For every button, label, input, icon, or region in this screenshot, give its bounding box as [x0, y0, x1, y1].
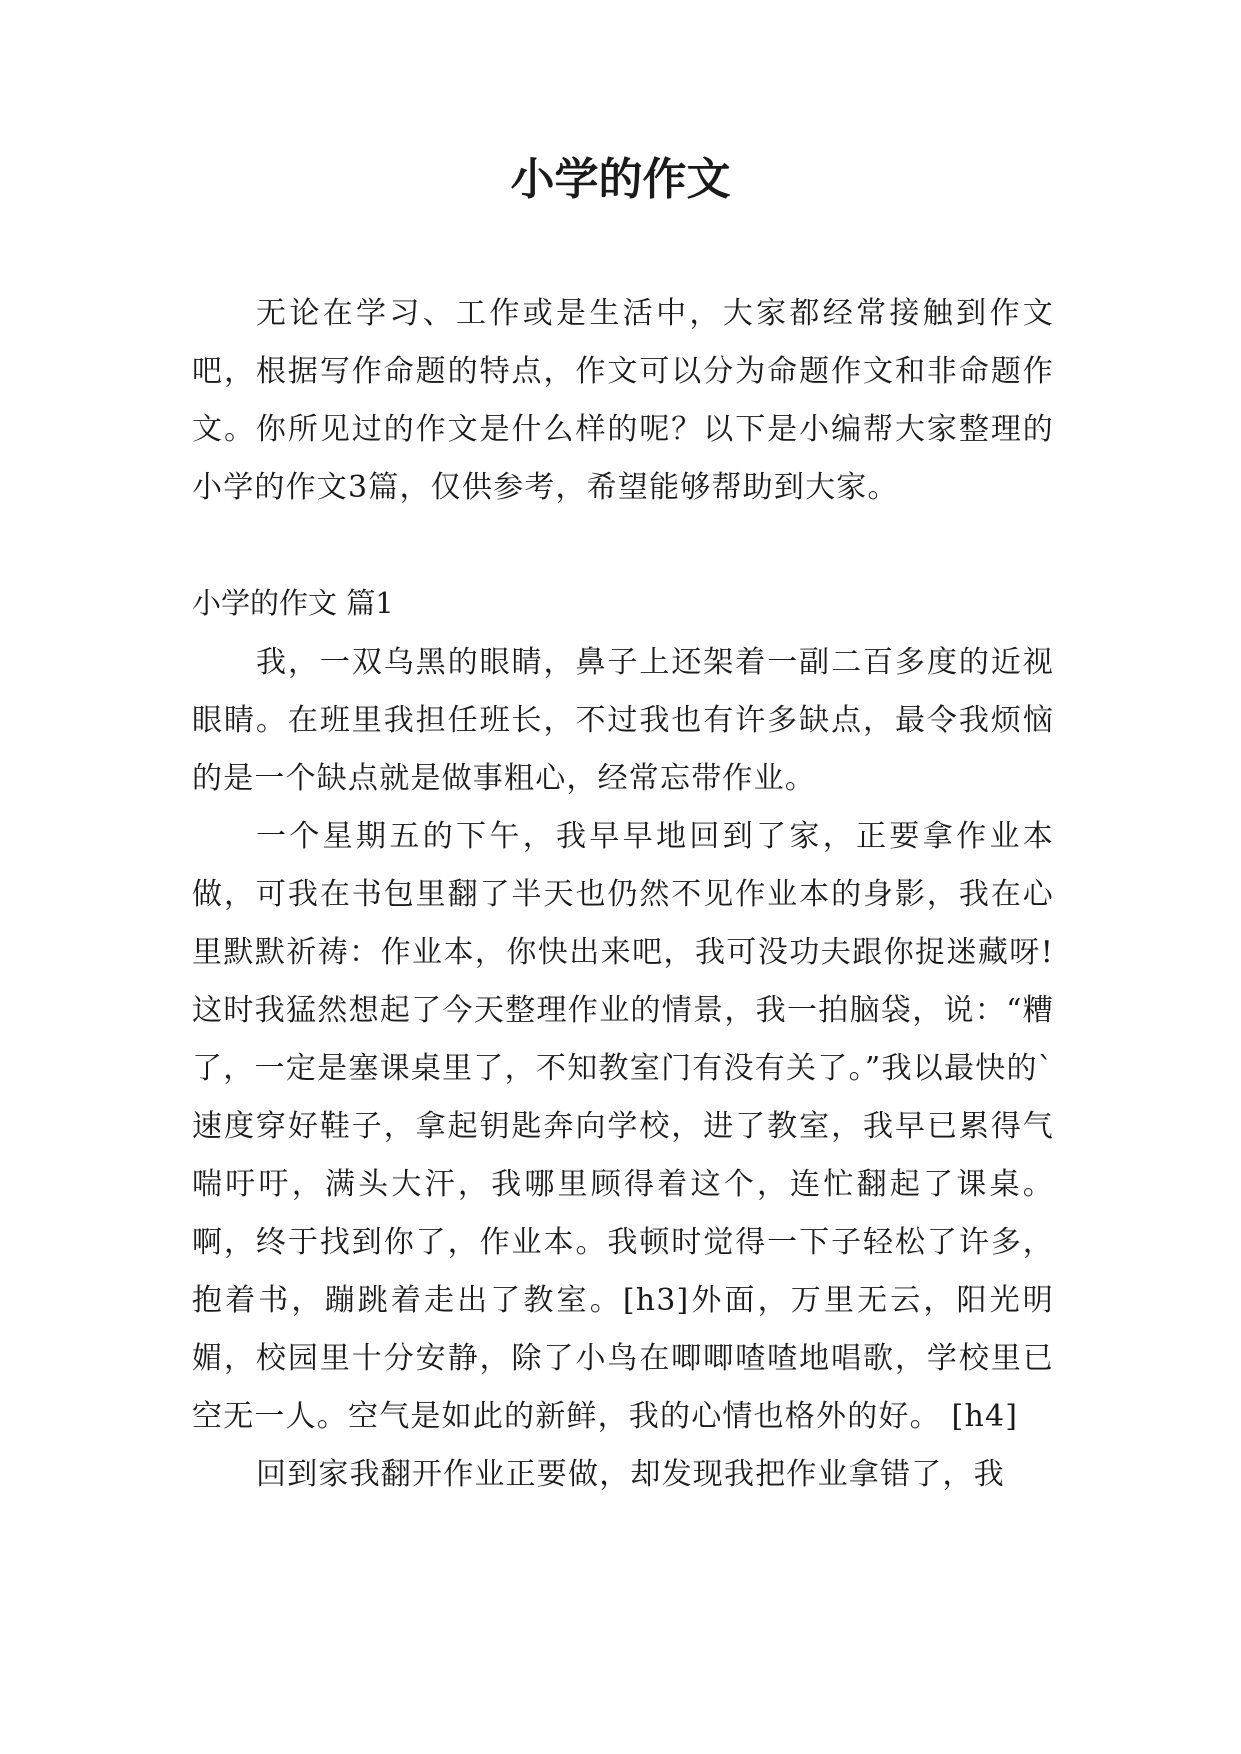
section-heading: 小学的作文 篇1 — [192, 586, 394, 620]
essay-body — [192, 634, 1054, 1504]
intro-paragraph: 无论在学习、工作或是生活中，大家都经常接触到作文吧，根据写作命题的特点，作文可以分为命题作文和非命题作文。你所见过的作文是什么样的呢？以下是小编帮大家整理的小学的作文3篇，仅供参考，希望能够帮助到大家。 — [192, 296, 1054, 505]
essay-paragraph: 一个星期五的下午，我早早地回到了家，正要拿作业本做，可我在书包里翻了半天也仍然不见作业本的身影，我在心里默默祈祷：作业本，你快出来吧，我可没功夫跟你捉迷藏呀!这时我猛然想起了今天整理作业的情景，我一拍脑袋，说：“糟了，一定是塞课桌里了，不知教室门有没有关了。”我以最快的`速度穿好鞋子，拿起钥匙奔向学校，进了教室，我早已累得气喘吁吁，满头大汗，我哪里顾得着这个，连忙翻起了课桌。啊，终于找到你了，作业本。我顿时觉得一下子轻松了许多，抱着书，蹦跳着走出了教室。[h3]外面，万里无云，阳光明媚，校园里十分安静，除了小鸟在唧唧喳喳地唱歌，学校里已空无一人。空气是如此的新鲜，我的心情也格外的好。 [h4] — [192, 819, 1054, 1434]
essay-paragraph: 我，一双乌黑的眼睛，鼻子上还架着一副二百多度的近视眼睛。在班里我担任班长，不过我也有许多缺点，最令我烦恼的是一个缺点就是做事粗心，经常忘带作业。 — [192, 645, 1054, 796]
document-title: 小学的作文 — [510, 154, 731, 205]
essay-paragraph: 回到家我翻开作业正要做，却发现我把作业拿错了，我 — [256, 1457, 1005, 1492]
